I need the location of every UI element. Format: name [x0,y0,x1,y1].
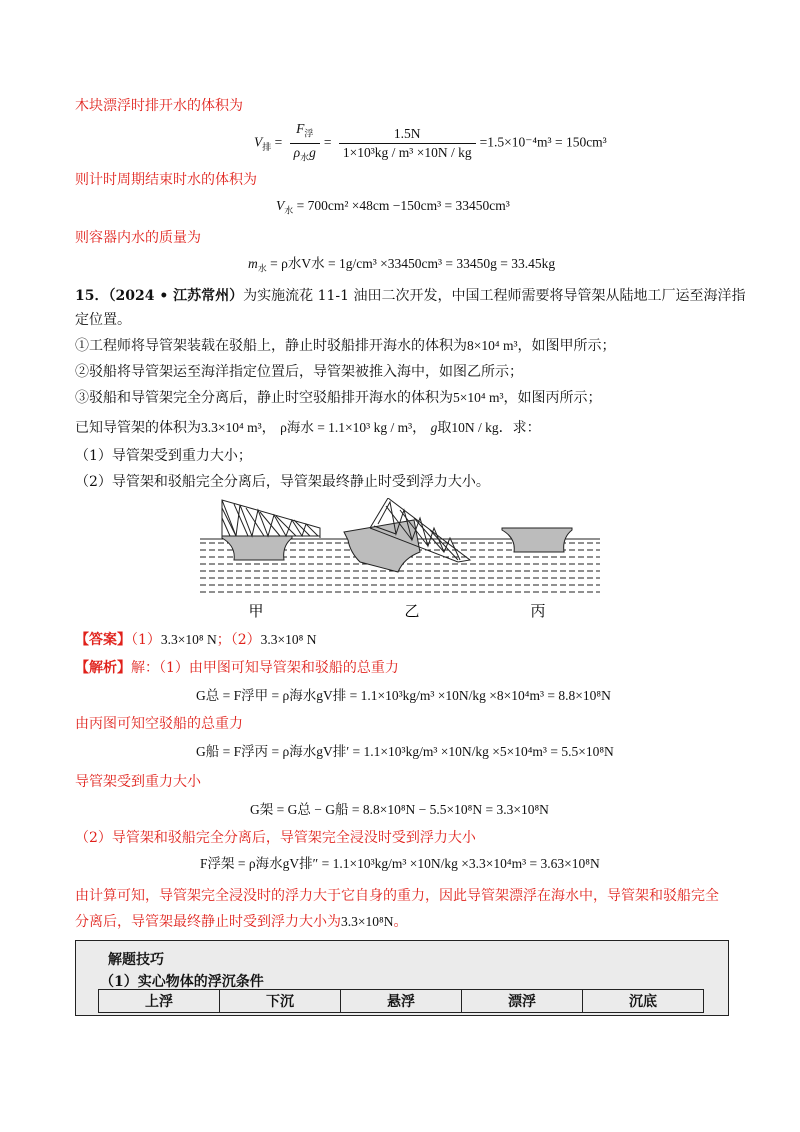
tips-table [98,989,704,1013]
label-yi: 乙 [404,602,420,620]
conclusion-2: 分离后，导管架最终静止时受到浮力大小为3.3×10⁸N。 [75,914,408,930]
step-2: ②驳船将导管架运至海洋指定位置后，导管架被推入海中，如图乙所示； [75,364,523,380]
analysis-line: 【解析】解：（1）由甲图可知导管架和驳船的总重力 [75,660,399,676]
tips-header: 下沉 [220,990,341,1013]
step-1: ①工程师将导管架装载在驳船上，静止时驳船排开海水的体积为8×10⁴ m³，如图甲所示； [75,338,616,354]
equation-water-volume: $V_水 = 700cm^2 \times 48cm -150cm^3 = 33450cm^3$ [276,198,510,216]
equation-frame-buoyancy: F浮架 = ρ海水gV排″ = 1.1×10³kg/m³ ×10N/kg ×3.3×10⁴m³ = 3.63×10⁸N [200,856,600,871]
label-jia: 甲 [248,602,264,620]
text-line: 则计时周期结束时水的体积为 [75,172,257,188]
answer-line: 【答案】（1）3.3×10⁸ N；（2）3.3×10⁸ N [75,632,317,648]
text-line: 木块漂浮时排开水的体积为 [75,98,243,114]
equation-barge-weight: G船 = F浮丙 = ρ海水gV排′ = 1.1×10³kg/m³ ×10N/kg ×5×10⁴m³ = 5.5×10⁸N [196,744,614,759]
text-line: 则容器内水的质量为 [75,230,201,246]
question-15-line1: 15．（2024 • 江苏常州）为实施流花 11-1 油田二次开发，中国工程师需要将导管架从陆地工厂运至海洋指 [75,288,746,304]
equation-total-weight: G总 = F浮甲 = ρ海水gV排 = 1.1×10³kg/m³ ×10N/kg ×8×10⁴m³ = 8.8×10⁸N [196,688,611,703]
known-values: 已知导管架的体积为3.3×10⁴ m³， ρ海水 = 1.1×10³ kg / m³， g取10N / kg．求： [75,420,541,436]
analysis-c: 导管架受到重力大小 [75,774,201,790]
equation-water-mass: $m_水 = \rho$水V水 = 1g/cm³ ×33450cm³ = 33450g = 33.45kg [248,256,556,274]
question-15-line2: 定位置。 [75,312,131,328]
tips-header: 上浮 [99,990,220,1013]
tips-header: 漂浮 [462,990,583,1013]
step-3: ③驳船和导管架完全分离后，静止时空驳船排开海水的体积为5×10⁴ m³，如图丙所示； [75,390,602,406]
tips-box [75,940,729,1016]
analysis-d: （2）导管架和驳船完全分离后，导管架完全浸没时受到浮力大小 [75,830,476,846]
tips-title: 解题技巧 [108,952,164,968]
analysis-b: 由丙图可知空驳船的总重力 [75,716,243,732]
label-bing: 丙 [530,602,546,620]
conclusion-1: 由计算可知，导管架完全浸没时的浮力大于它自身的重力，因此导管架漂浮在海水中，导管架和驳船完全 [75,888,719,904]
equation-frame-weight: G架 = G总 − G船 = 8.8×10⁸N − 5.5×10⁸N = 3.3×10⁸N [250,802,549,817]
tips-subtitle: （1）实心物体的浮沉条件 [100,974,264,990]
ask-2: （2）导管架和驳船完全分离后，导管架最终静止时受到浮力大小。 [75,474,490,490]
tips-header: 悬浮 [341,990,462,1013]
equation-buoyancy-volume: $V_排$ = $\frac{F_浮}{\rho_水g}$ = $\frac{1.5N}{\text{1×10³kg / m³ ×10N / kg}}$ =1.5×10⁻⁴m³ = 150cm³ [254,121,607,163]
tips-header: 沉底 [583,990,704,1013]
barge-figure [200,498,600,623]
ask-1: （1）导管架受到重力大小； [75,448,252,464]
